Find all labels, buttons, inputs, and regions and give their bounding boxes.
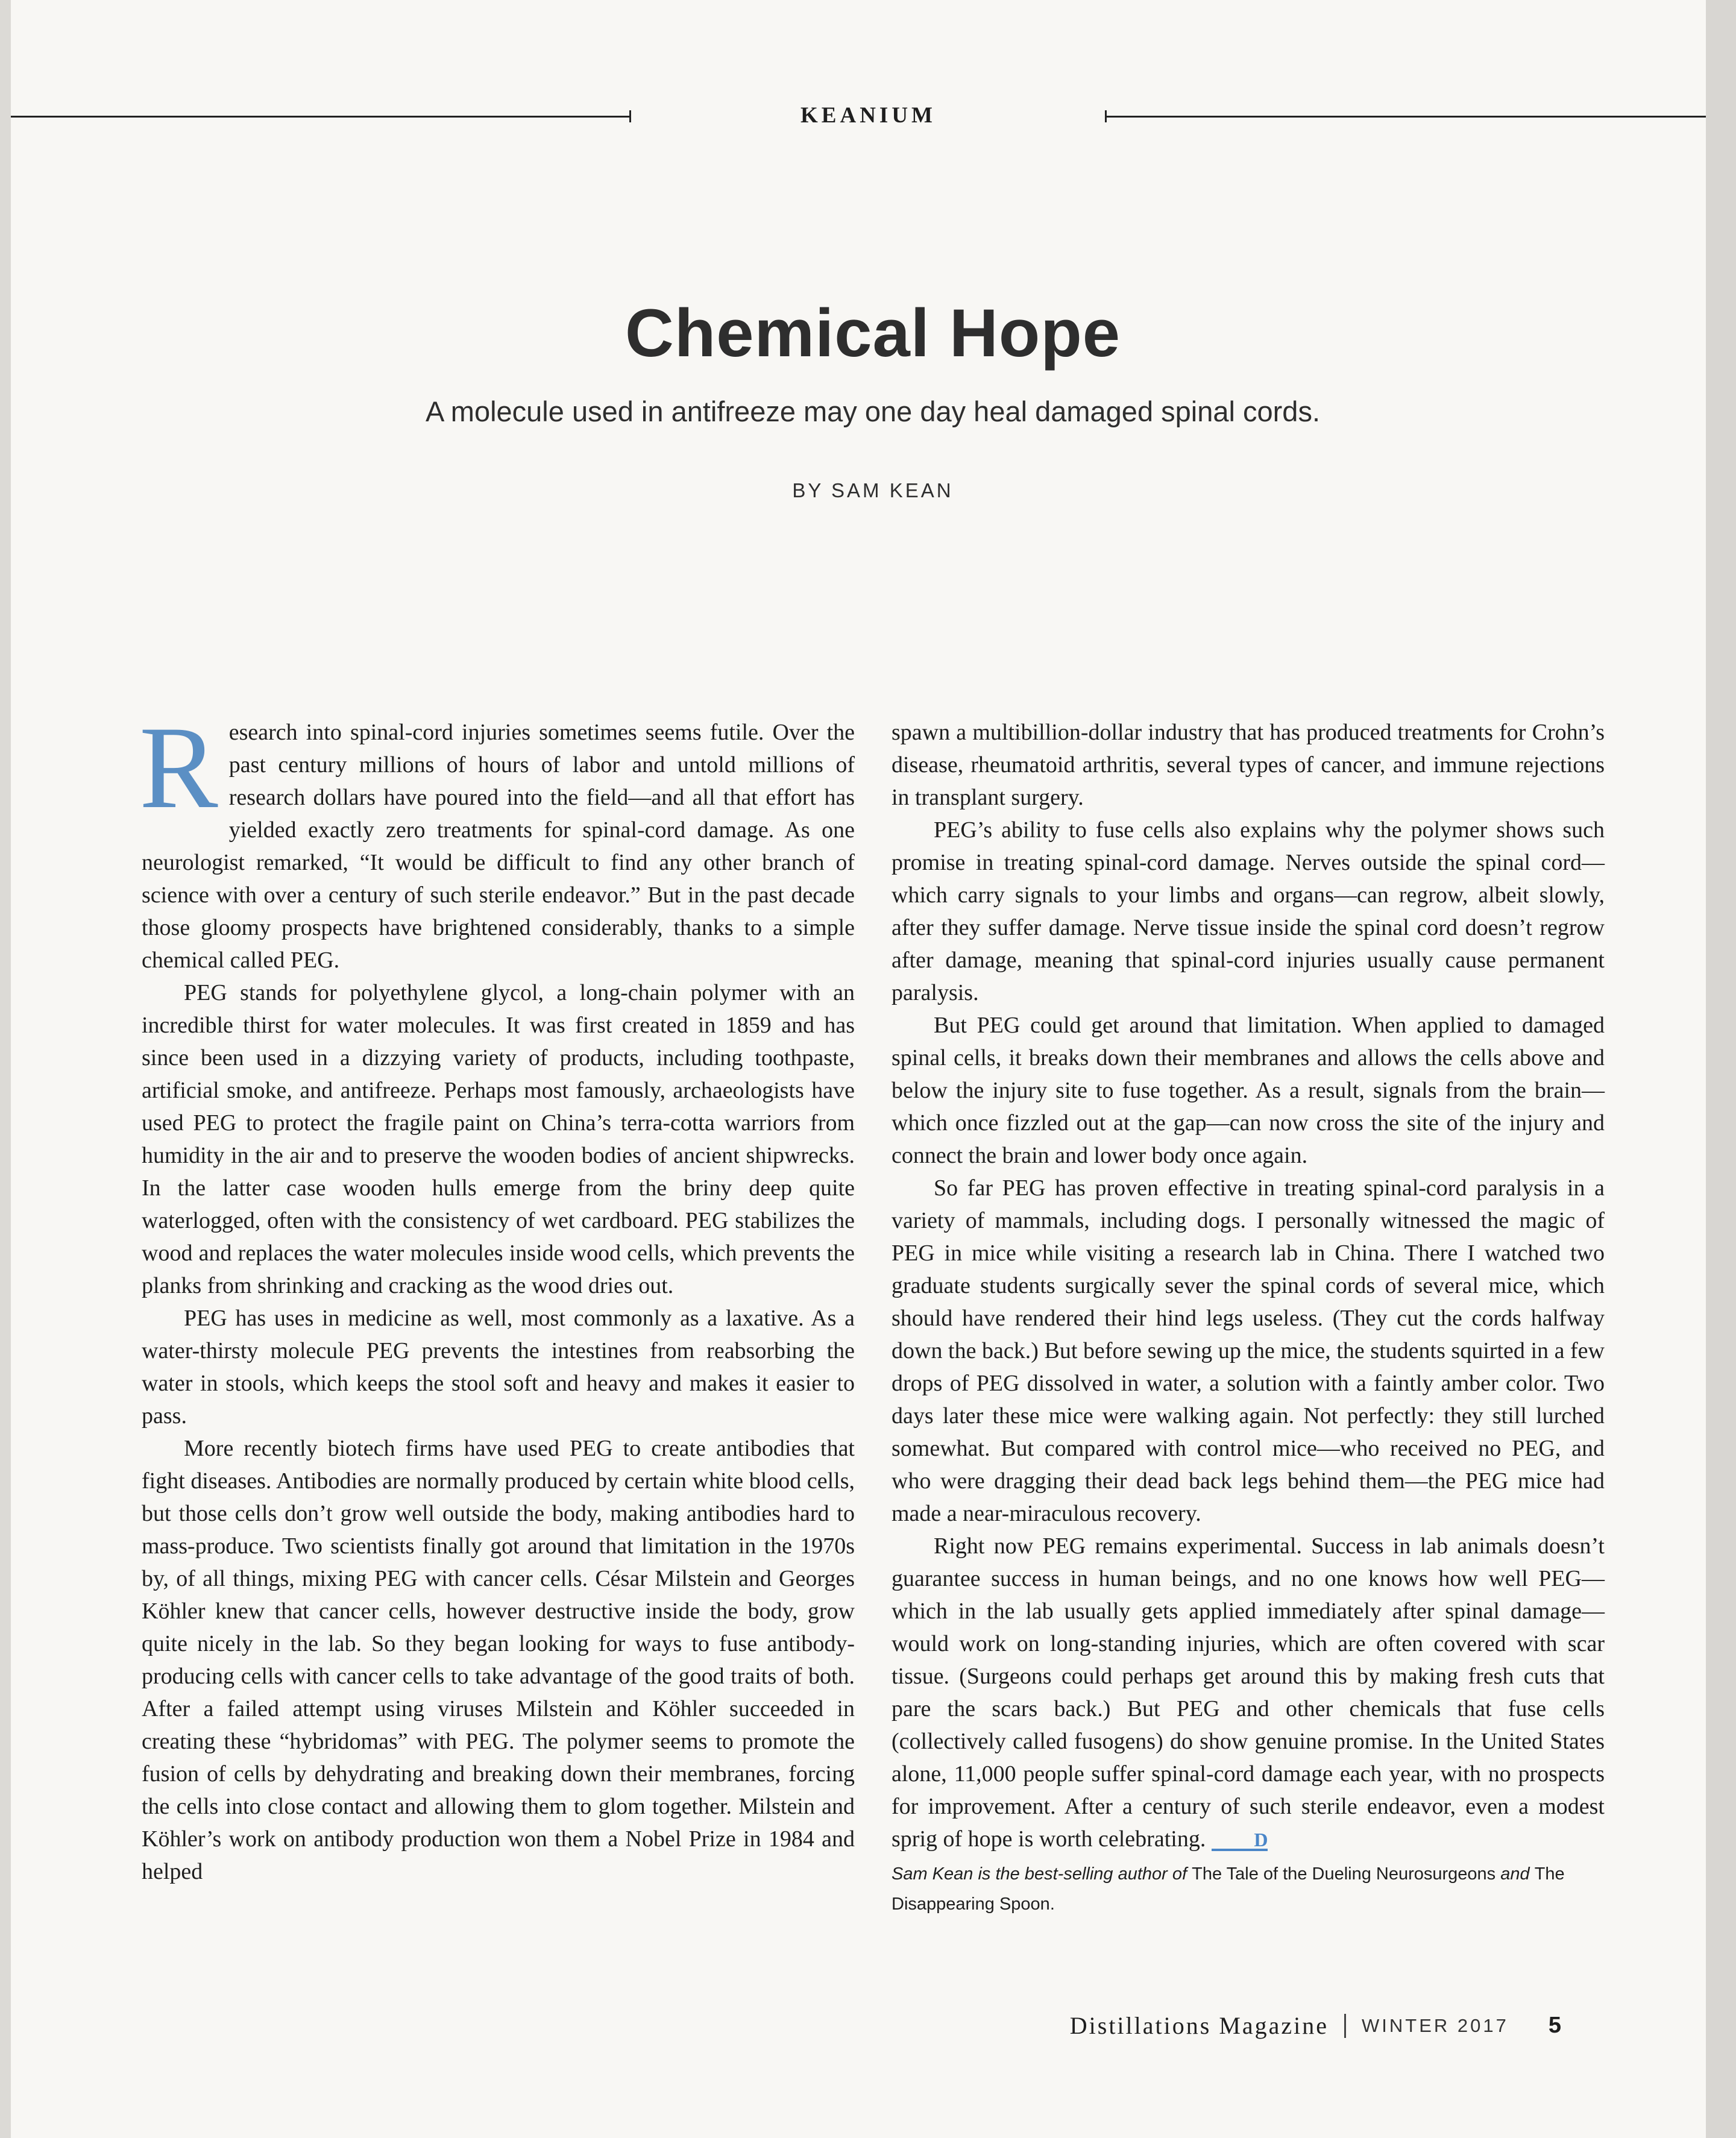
- paragraph: Research into spinal-cord injuries sometimes seems futile. Over the past century millions of hours of labor and untold millions of research dollars have poured into the field—and all that effort has yielded exactly zero treatments for spinal-cord damage. As one neurologist remarked, “It would be difficult to find any other branch of science with over a century of such sterile endeavor.” But in the past decade those gloomy prospects have brightened considerably, thanks to a simple chemical called PEG.: [139, 702, 855, 973]
- header-rule-left: [11, 116, 631, 118]
- header-rule-right: [1105, 116, 1717, 118]
- body-column-right: [892, 716, 1605, 1919]
- paragraph: PEG stands for polyethylene glycol, a long-chain polymer with an incredible thirst for water molecules. It was first created in 1859 and has since been used in a dizzying variety of products, including toothpaste, artificial smoke, and antifreeze. Perhaps most famously, archaeologists have used PEG to protect the fragile paint on China’s terra-cotta warriors from humidity in the air and to preserve the wooden bodies of ancient shipwrecks. In the latter case wooden hulls emerge from the briny deep quite waterlogged, often with the consistency of wet cardboard. PEG stabilizes the wood and replaces the water molecules inside wood cells, which prevents the planks from shrinking and cracking as the wood dries out.: [142, 980, 855, 1298]
- section-label: KEANIUM: [800, 103, 936, 128]
- paragraph: More recently biotech firms have used PEG to create antibodies that fight diseases. Antibodies are normally produced by certain white blood cells, but those cells don’t grow well outside the body, making antibodies hard to mass-produce. Two scientists finally got around that limitation in the 1970s by, of all things, mixing PEG with cancer cells. César Milstein and Georges Köhler knew that cancer cells, however destructive inside the body, grow quite nicely in the lab. So they began looking for ways to fuse antibody-producing cells with cancer cells to take advantage of the good traits of both. After a failed attempt using viruses Milstein and Köhler succeeded in creating these “hybridomas” with PEG. The polymer seems to promote the fusion of cells by dehydrating and breaking down their membranes, forcing the cells into close contact and allowing them to glom together. Milstein and Köhler’s work on antibody production won them a Nobel Prize in 1984 and helped: [142, 1436, 855, 1884]
- footer-divider: [1344, 2014, 1346, 2038]
- article-byline: BY SAM KEAN: [792, 479, 954, 501]
- paragraph: PEG has uses in medicine as well, most commonly as a laxative. As a water-thirsty molecule PEG prevents the intestines from reabsorbing the water in stools, which keeps the stool soft and heavy and makes it easier to pass.: [142, 1306, 855, 1429]
- page-binding-edge: [0, 0, 11, 2138]
- body-column-left: [139, 702, 855, 1888]
- end-mark-icon: D: [1212, 1831, 1268, 1851]
- paragraph: Right now PEG remains experimental. Success in lab animals doesn’t guarantee success in human beings, and no one knows how well PEG—which in the lab usually gets applied immediately after spinal damage—would work on long-standing injuries, which are often covered with scar tissue. (Surgeons could perhaps get around this by making fresh cuts that pare the scars back.) But PEG and other chemicals that fuse cells (collectively called fusogens) do show genuine promise. In the United States alone, 11,000 people suffer spinal-cord damage each year, with no prospects for improvement. After a century of such sterile endeavor, even a modest sprig of hope is worth celebrating. D: [892, 1533, 1605, 1852]
- article-subtitle: A molecule used in antifreeze may one day heal damaged spinal cords.: [425, 395, 1320, 427]
- page-number: 5: [1548, 2013, 1561, 2038]
- header-rule-left-tick: [629, 110, 631, 122]
- drop-cap: R: [139, 702, 218, 833]
- magazine-page: [11, 0, 1706, 2138]
- paragraph: So far PEG has proven effective in treating spinal-cord paralysis in a variety of mammals, including dogs. I personally witnessed the magic of PEG in mice while visiting a research lab in China. There I watched two graduate students surgically sever the spinal cords of several mice, which should have rendered their hind legs useless. (They cut the cords halfway down the back.) But before sewing up the mice, the students squirted in a few drops of PEG dissolved in water, a solution with a faintly amber color. Two days later these mice were walking again. Not perfectly: they still lurched somewhat. But compared with control mice—who received no PEG, and who were dragging their dead back legs behind them—the PEG mice had made a near-miraculous recovery.: [892, 1175, 1605, 1526]
- article-title: Chemical Hope: [624, 295, 1121, 371]
- author-bio: Sam Kean is the best-selling author of The Tale of the Dueling Neurosurgeons and The Disappearing Spoon.: [892, 1864, 1565, 1914]
- issue-date: WINTER 2017: [1362, 2014, 1509, 2036]
- page-edge-right: [1706, 0, 1736, 2138]
- paragraph: But PEG could get around that limitation. When applied to damaged spinal cells, it breaks down their membranes and allows the cells above and below the injury site to fuse together. As a result, signals from the brain—which once fizzled out at the gap—can now cross the site of the injury and connect the brain and lower body once again.: [892, 1013, 1605, 1168]
- paragraph: spawn a multibillion-dollar industry that has produced treatments for Crohn’s disease, rheumatoid arthritis, several types of cancer, and immune rejections in transplant surgery.: [892, 720, 1605, 810]
- magazine-name: Distillations Magazine: [1069, 2012, 1329, 2039]
- page-footer: [1070, 2011, 1561, 2040]
- paragraph: PEG’s ability to fuse cells also explains why the polymer shows such promise in treating spinal-cord damage. Nerves outside the spinal cord—which carry signals to your limbs and organs—can regrow, albeit slowly, after they suffer damage. Nerve tissue inside the spinal cord doesn’t regrow after damage, meaning that spinal-cord injuries usually cause permanent paralysis.: [892, 817, 1605, 1005]
